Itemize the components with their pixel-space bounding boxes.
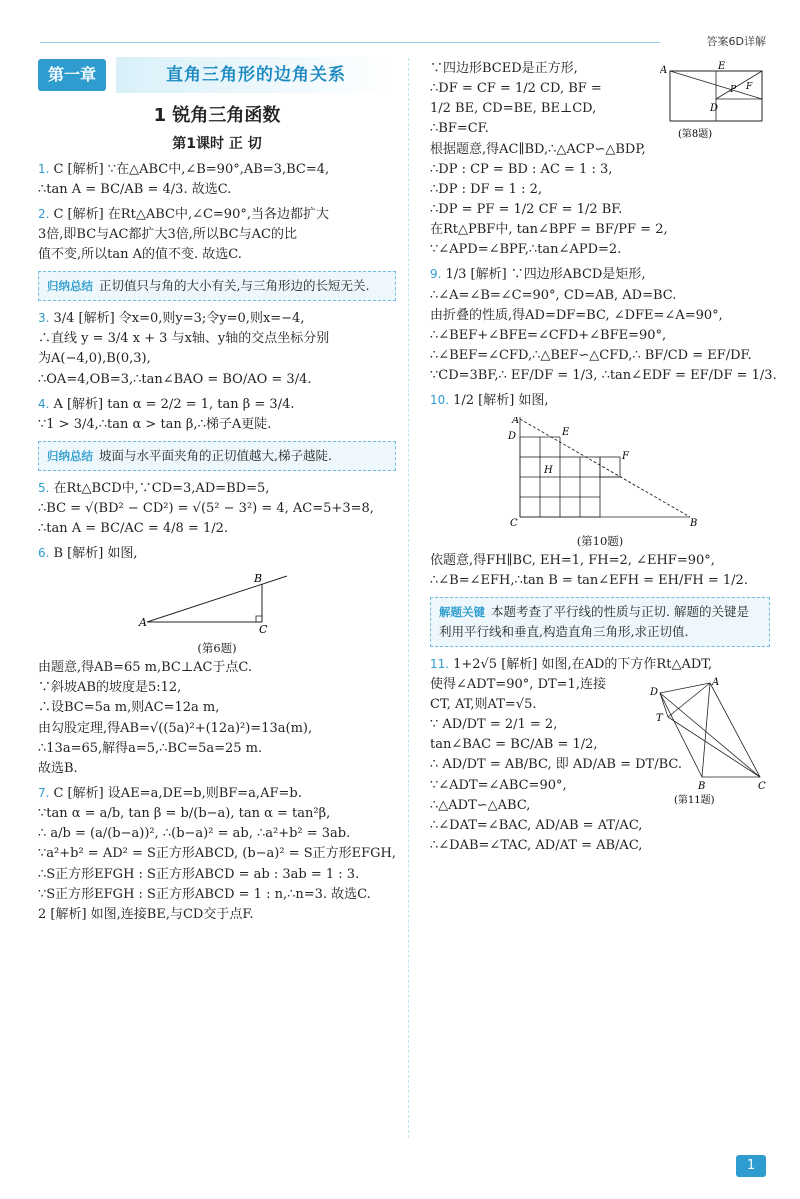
answer-line: 1/3 [解析] ∵四边形ABCD是矩形, [445,267,646,283]
svg-text:B: B [254,572,263,586]
note-tag: 解题关键 [439,605,485,620]
answer-line: 根据题意,得AC∥BD,∴△ACP∽△BDP, [430,141,646,157]
q-number: 9. [430,267,442,282]
svg-text:C: C [259,623,268,635]
figure-caption: (第8题) [678,129,713,140]
summary-note [38,271,396,301]
svg-text:A: A [660,65,668,76]
answer-line: 为A(−4,0),B(0,3), [38,351,151,367]
answer-3 [38,309,396,390]
answer-line: C [解析] 在Rt△ABC中,∠C=90°,当各边都扩大 [53,206,329,222]
q-number: 6. [38,546,50,561]
figure-8 [660,59,770,149]
answer-line: ∵a²+b² = AD² = S正方形ABCD, (b−a)² = S正方形EFGH, [38,846,397,862]
answer-line: 由折叠的性质,得AD=DF=BC, ∠DFE=∠A=90°, [430,307,723,323]
answer-9 [430,265,777,386]
q-number: 1. [38,161,50,176]
answer-line: ∴BC = √(BD² − CD²) = √(5² − 3²) = 4, AC=5+3=8, [38,500,374,516]
answer-line: ∴∠B=∠EFH,∴tan B = tan∠EFH = EH/FH = 1/2. [430,573,748,589]
note-text: 本题考查了平行线的性质与正切. 解题的关键是利用平行线和垂直,构造直角三角形,求正切值. [439,604,749,640]
svg-text:D: D [710,103,719,114]
answer-line: ∴DP : DF = 1 : 2, [430,181,543,197]
q-number: 5. [38,480,50,495]
q-number: 3. [38,311,50,326]
svg-text:B: B [690,518,698,528]
answer-4 [38,395,396,435]
answer-7 [38,784,396,925]
figure-caption: (第10题) [576,534,624,549]
answer-line: 由题意,得AB=65 m,BC⊥AC于点C. [38,660,253,676]
page-number: 1 [736,1155,766,1177]
figure-6 [137,570,297,634]
figure-10 [500,417,700,527]
key-point-note [430,597,770,646]
summary-note [38,441,396,471]
figure-caption: (第11题) [674,794,715,806]
svg-text:B: B [698,780,706,792]
answer-line: ∴13a=65,解得a=5,∴BC=5a=25 m. [38,740,263,756]
note-tag: 归纳总结 [47,448,93,463]
note-text: 正切值只与角的大小有关,与三角形边的长短无关. [99,278,370,294]
answer-line: ∴设BC=5a m,则AC=12a m, [38,700,220,716]
answer-line: 在Rt△BCD中,∵CD=3,AD=BD=5, [53,480,270,496]
svg-text:A: A [712,676,720,688]
answer-line: ∵斜坡AB的坡度是5:12, [38,680,182,696]
q-number: 11. [430,656,450,671]
answer-11 [430,655,770,856]
answer-line: 1+2√5 [解析] 如图,在AD的下方作Rt△ADT, [453,656,713,672]
chapter-title: 直角三角形的边角关系 [116,57,396,93]
q-number: 10. [430,393,450,408]
q-number: 2. [38,206,50,221]
svg-text:D: D [508,431,517,443]
answer-line: 值不变,所以tan A的值不变. 故选C. [38,247,242,263]
answer-line: ∵∠APD=∠BPF,∴tan∠APD=2. [430,242,622,258]
answer-10 [430,391,770,591]
note-text: 坡面与水平面夹角的正切值越大,梯子越陡. [99,447,332,463]
answer-line: ∴OA=4,OB=3,∴tan∠BAO = BO/AO = 3/4. [38,371,312,387]
answer-line: 1/2 BE, CD=BE, BE⊥CD, [430,101,597,117]
header-rule [40,42,660,43]
svg-text:C: C [758,780,766,792]
answer-line: ∴∠A=∠B=∠C=90°, CD=AB, AD=BC. [430,287,677,303]
answer-tag: 答案6D详解 [706,35,766,48]
svg-text:A: A [512,417,520,427]
svg-text:E: E [562,427,570,439]
answer-8 [430,59,770,260]
figure-11 [650,677,770,807]
answer-line: ∴直线 y = 3/4 x + 3 与x轴、y轴的交点坐标分别 [38,331,330,347]
answer-line: 在Rt△PBF中, tan∠BPF = BF/PF = 2, [430,222,668,238]
answer-line: A [解析] tan α = 2/2 = 1, tan β = 3/4. [53,396,295,412]
answer-line: ∴BF=CF. [430,121,489,137]
answer-line: ∴∠DAT=∠BAC, AD/AB = AT/AC, [430,817,643,833]
answer-line: ∴S正方形EFGH : S正方形ABCD = ab : 3ab = 1 : 3. [38,866,360,882]
answer-line: 3/4 [解析] 令x=0,则y=3;令y=0,则x=−4, [53,311,305,327]
answer-line: ∴DP : CP = BD : AC = 1 : 3, [430,161,613,177]
svg-text:F: F [622,451,629,463]
answer-2 [38,205,396,265]
q-number: 4. [38,396,50,411]
answer-line: 故选B. [38,760,78,776]
svg-text:F: F [746,82,753,92]
svg-text:P: P [730,85,737,95]
answer-line: ∴∠BEF=∠CFD,∴△BEF∽△CFD,∴ BF/CD = EF/DF. [430,347,752,363]
chapter-badge: 第一章 [38,59,106,92]
answer-line: ∴DP = PF = 1/2 CF = 1/2 BF. [430,201,623,217]
answer-line: B [解析] 如图, [53,546,138,562]
answer-line: ∵四边形BCED是正方形, [430,61,578,76]
right-column [430,58,777,861]
answer-line: 1/2 [解析] 如图, [453,393,549,409]
answer-line: ∵1 > 3/4,∴tan α > tan β,∴梯子A更陡. [38,416,272,432]
answer-line: 依题意,得FH∥BC, EH=1, FH=2, ∠EHF=90°, [430,553,715,569]
answer-5 [38,479,396,539]
answer-line: 2 [解析] 如图,连接BE,与CD交于点F. [38,906,254,922]
svg-text:D: D [650,686,659,698]
column-divider [408,58,409,1138]
lesson-title: 第1课时 正 切 [172,135,262,152]
answer-line: ∴△ADT∽△ABC, [430,797,531,813]
answer-line: 使得∠ADT=90°, DT=1,连接 [430,676,606,692]
svg-text:A: A [139,616,147,630]
answer-line: ∴∠DAB=∠TAC, AD/AT = AB/AC, [430,837,643,853]
answer-1 [38,160,396,200]
left-column [38,58,396,930]
answer-line: C [解析] 设AE=a,DE=b,则BF=a,AF=b. [53,785,302,801]
svg-text:T: T [656,712,663,724]
answer-line: ∴ a/b = (a/(b−a))², ∴(b−a)² = ab, ∴a²+b² = 3ab. [38,826,351,842]
answer-line: ∵S正方形EFGH : S正方形ABCD = 1 : n,∴n=3. 故选C. [38,886,371,902]
answer-line: ∴tan A = BC/AC = 4/8 = 1/2. [38,521,229,537]
answer-line: ∵ AD/DT = 2/1 = 2, [430,717,558,733]
figure-caption: (第6题) [197,641,237,656]
answer-line: ∵∠ADT=∠ABC=90°, [430,777,567,793]
answer-line: C [解析] ∵在△ABC中,∠B=90°,AB=3,BC=4, [53,161,330,177]
section-title: 1 锐角三角函数 [153,105,281,126]
svg-text:E: E [718,61,726,72]
answer-line: 由勾股定理,得AB=√((5a)²+(12a)²)=13a(m), [38,720,313,736]
note-tag: 归纳总结 [47,279,93,294]
answer-6 [38,544,396,779]
svg-text:C: C [510,518,518,528]
answer-line: ∴∠BEF+∠BFE=∠CFD+∠BFE=90°, [430,327,667,343]
answer-line: tan∠BAC = BC/AB = 1/2, [430,737,598,753]
q-number: 7. [38,785,50,800]
answer-line: 3倍,即BC与AC都扩大3倍,所以BC与AC的比 [38,227,297,242]
answer-line: CT, AT,则AT=√5. [430,696,537,712]
chapter-banner [38,58,396,92]
answer-line: ∴tan A = BC/AB = 4/3. 故选C. [38,181,232,197]
answer-line: ∴ AD/DT = AB/BC, 即 AD/AB = DT/BC. [430,757,683,773]
answer-line: ∴DF = CF = 1/2 CD, BF = [430,81,602,97]
answer-line: ∵CD=3BF,∴ EF/DF = 1/3, ∴tan∠EDF = EF/DF = 1/3. [430,368,777,384]
svg-text:H: H [544,465,553,477]
answer-line: ∵tan α = a/b, tan β = b/(b−a), tan α = tan²β, [38,806,331,822]
